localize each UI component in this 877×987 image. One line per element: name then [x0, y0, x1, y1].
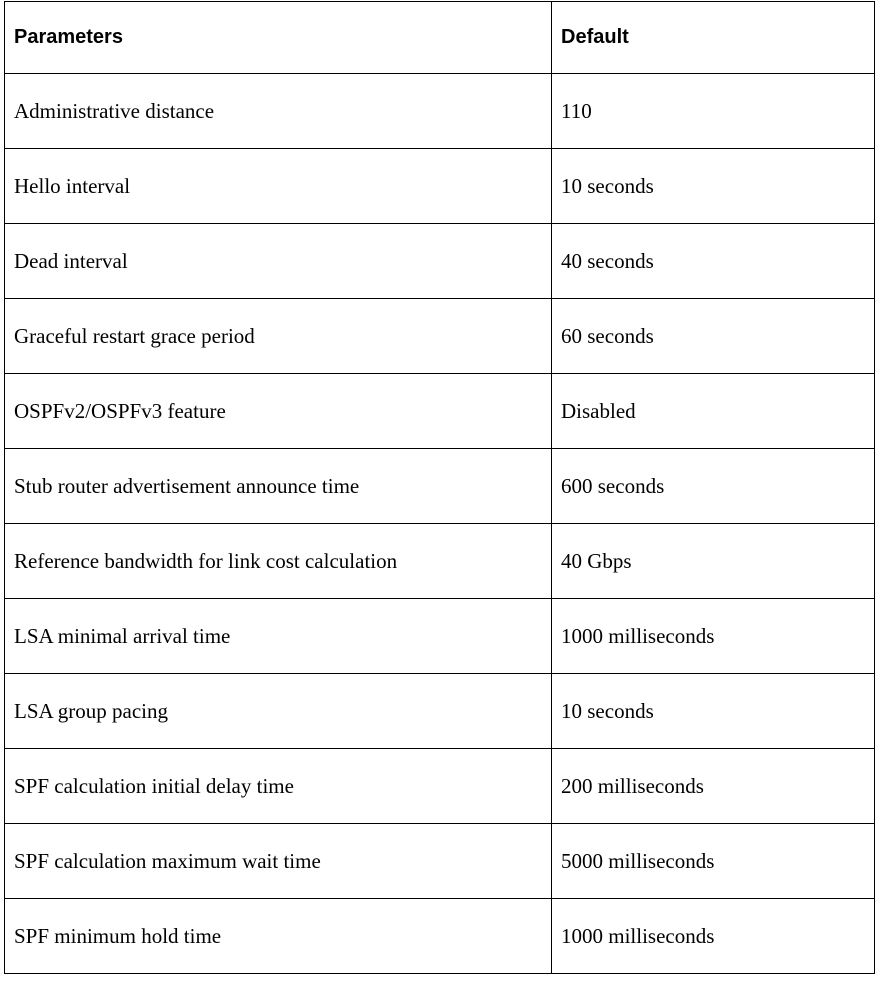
table-row [5, 224, 875, 299]
parameter-cell: Hello interval [5, 149, 552, 224]
table-row [5, 899, 875, 974]
default-cell: 200 milliseconds [552, 749, 875, 824]
parameter-cell: Administrative distance [5, 74, 552, 149]
table-header-row [5, 2, 875, 74]
header-default: Default [552, 2, 875, 74]
parameter-cell: LSA minimal arrival time [5, 599, 552, 674]
table-row [5, 149, 875, 224]
default-cell: 1000 milliseconds [552, 599, 875, 674]
parameter-cell: Graceful restart grace period [5, 299, 552, 374]
table-row [5, 449, 875, 524]
table-row [5, 374, 875, 449]
parameter-cell: LSA group pacing [5, 674, 552, 749]
default-cell: 5000 milliseconds [552, 824, 875, 899]
default-cell: 10 seconds [552, 149, 875, 224]
default-cell: 1000 milliseconds [552, 899, 875, 974]
table-row [5, 524, 875, 599]
default-cell: 10 seconds [552, 674, 875, 749]
header-parameters: Parameters [5, 2, 552, 74]
default-cell: 60 seconds [552, 299, 875, 374]
parameter-cell: OSPFv2/OSPFv3 feature [5, 374, 552, 449]
default-parameters-table [4, 1, 875, 974]
parameter-cell: SPF calculation initial delay time [5, 749, 552, 824]
default-cell: 40 seconds [552, 224, 875, 299]
table-row [5, 74, 875, 149]
table-row [5, 674, 875, 749]
default-cell: 600 seconds [552, 449, 875, 524]
parameter-cell: SPF minimum hold time [5, 899, 552, 974]
default-cell: 40 Gbps [552, 524, 875, 599]
parameter-cell: Reference bandwidth for link cost calculation [5, 524, 552, 599]
default-cell: Disabled [552, 374, 875, 449]
parameter-cell: Dead interval [5, 224, 552, 299]
default-cell: 110 [552, 74, 875, 149]
table-row [5, 299, 875, 374]
table-row [5, 599, 875, 674]
table-row [5, 824, 875, 899]
parameter-cell: SPF calculation maximum wait time [5, 824, 552, 899]
table-row [5, 749, 875, 824]
parameter-cell: Stub router advertisement announce time [5, 449, 552, 524]
